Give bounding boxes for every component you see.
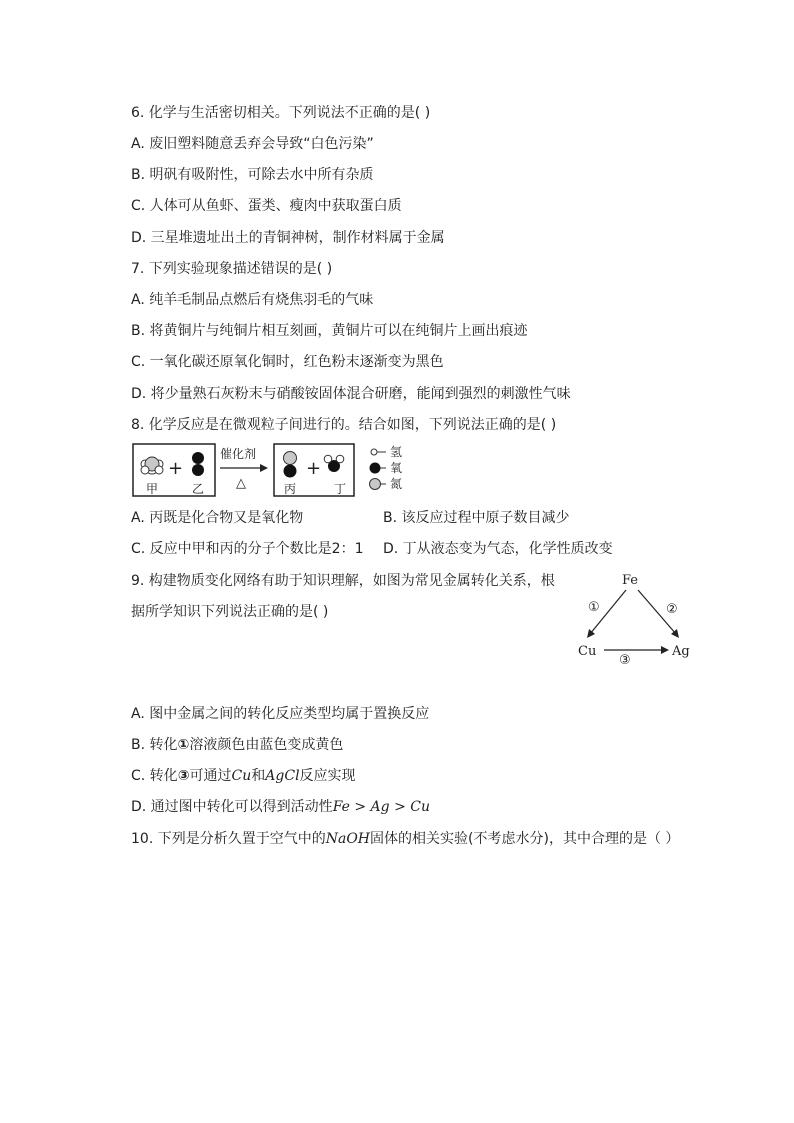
q6-option-c: C. 人体可从鱼虾、蛋类、瘦肉中获取蛋白质 xyxy=(131,198,402,214)
molecule-bing xyxy=(284,452,297,478)
q9-b-number: ① xyxy=(177,737,190,753)
q6-option-a: A. 废旧塑料随意丢弃会导致“白色污染” xyxy=(131,136,374,152)
molecule-yi xyxy=(192,452,204,476)
label-reaction-3: ③ xyxy=(619,653,631,668)
q6-option-d: D. 三星堆遗址出土的青铜神树，制作材料属于金属 xyxy=(131,230,445,246)
q9-c-number: ③ xyxy=(177,768,190,784)
node-fe: Fe xyxy=(622,573,639,588)
q9-c-suffix: 反应实现 xyxy=(299,768,356,784)
q9-b-suffix: 溶液颜色由蓝色变成黄色 xyxy=(189,737,344,753)
plus-sign-left: + xyxy=(168,458,184,479)
catalyst-label: 催化剂 xyxy=(220,447,257,461)
label-bing: 丙 xyxy=(284,482,297,496)
legend-nitrogen: 氮 xyxy=(390,477,403,491)
q8-option-a: A. 丙既是化合物又是氧化物 xyxy=(131,510,304,526)
q8-option-c: C. 反应中甲和丙的分子个数比是2：1 xyxy=(131,541,364,557)
label-yi: 乙 xyxy=(192,482,205,496)
q9-c-and: 和 xyxy=(251,768,266,784)
q9-c-mid: 可通过 xyxy=(189,768,232,784)
q8-option-b: B. 该反应过程中原子数目减少 xyxy=(383,510,570,526)
q7-option-c: C. 一氧化碳还原氧化铜时，红色粉末逐渐变为黑色 xyxy=(131,354,444,370)
q9-option-d xyxy=(131,798,430,816)
legend xyxy=(370,445,403,491)
label-reaction-1: ① xyxy=(588,600,600,615)
q9-option-a: A. 图中金属之间的转化反应类型均属于置换反应 xyxy=(131,706,430,722)
label-ding: 丁 xyxy=(334,482,347,496)
plus-sign-right: + xyxy=(306,458,322,479)
label-jia: 甲 xyxy=(146,482,159,496)
q7-stem: 7. 下列实验现象描述错误的是( ) xyxy=(131,261,333,277)
q10-naoh: NaOH xyxy=(325,831,371,847)
node-ag: Ag xyxy=(672,644,690,659)
q9-metal-conversion-diagram xyxy=(572,568,702,668)
label-reaction-2: ② xyxy=(666,602,678,617)
q6-option-b: B. 明矾有吸附性，可除去水中所有杂质 xyxy=(131,167,374,183)
molecule-jia xyxy=(141,457,163,474)
legend-oxygen: 氧 xyxy=(390,461,403,475)
q9-b-prefix: B. 转化 xyxy=(131,737,178,753)
q9-c-prefix: C. 转化 xyxy=(131,768,178,784)
q9-c-cu: Cu xyxy=(231,768,252,784)
q9-d-prefix: D. 通过图中转化可以得到活动性 xyxy=(131,799,333,815)
q9-stem-line2: 据所学知识下列说法正确的是( ) xyxy=(131,604,329,620)
node-cu: Cu xyxy=(578,644,597,659)
q8-option-d: D. 丁从液态变为气态，化学性质改变 xyxy=(383,541,613,557)
heat-symbol: △ xyxy=(236,476,246,491)
legend-hydrogen: 氢 xyxy=(390,445,403,459)
arrow-fe-cu xyxy=(587,629,595,638)
reaction-arrow-head xyxy=(260,464,268,472)
q7-option-a: A. 纯羊毛制品点燃后有烧焦羽毛的气味 xyxy=(131,292,374,308)
molecule-ding xyxy=(324,455,344,472)
q10-stem-prefix: 10. 下列是分析久置于空气中的 xyxy=(131,831,326,847)
q9-stem-line1: 9. 构建物质变化网络有助于知识理解，如图为常见金属转化关系，根 xyxy=(131,573,555,589)
q10-stem-suffix: 固体的相关实验(不考虑水分)，其中合理的是（ ） xyxy=(370,831,680,847)
q9-c-agcl: AgCl xyxy=(265,768,300,784)
q6-stem: 6. 化学与生活密切相关。下列说法不正确的是( ) xyxy=(131,105,431,121)
q9-d-math: Fe > Ag > Cu xyxy=(332,799,430,815)
arrow-cu-ag xyxy=(661,646,669,654)
q7-option-b: B. 将黄铜片与纯铜片相互刻画，黄铜片可以在纯铜片上画出痕迹 xyxy=(131,323,528,339)
q8-stem: 8. 化学反应是在微观粒子间进行的。结合如图，下列说法正确的是( ) xyxy=(131,417,557,433)
q10-stem xyxy=(131,830,679,848)
q7-option-d: D. 将少量熟石灰粉末与硝酸铵固体混合研磨，能闻到强烈的刺激性气味 xyxy=(131,386,571,402)
q9-option-b xyxy=(131,736,343,754)
q9-option-c xyxy=(131,767,356,785)
q8-reaction-diagram xyxy=(130,440,420,500)
